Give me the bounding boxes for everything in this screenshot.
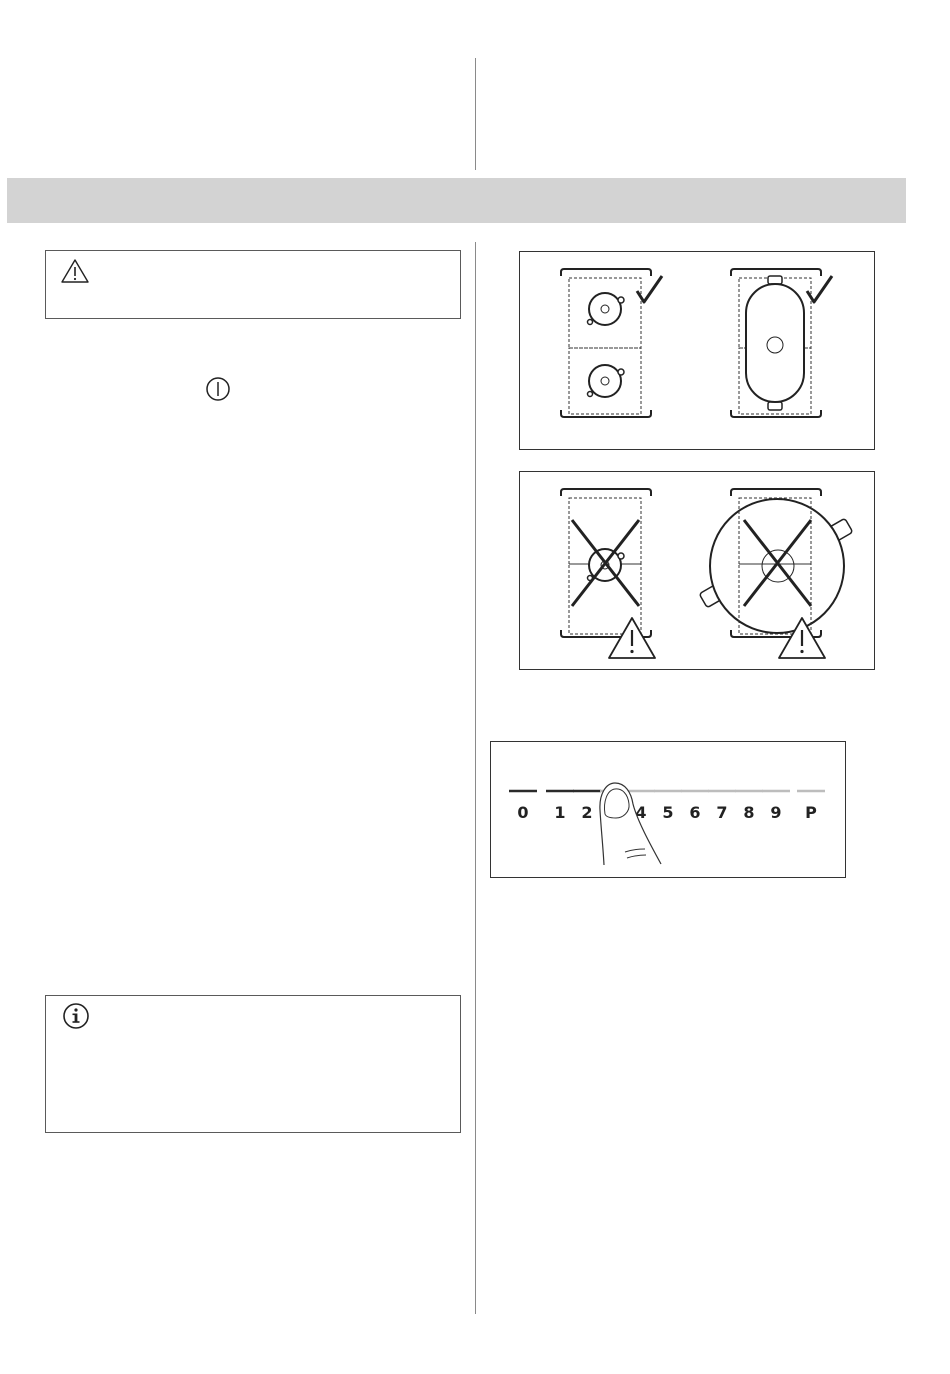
power-level-label: 8 xyxy=(743,803,755,822)
cross-mark-icon xyxy=(572,520,639,606)
power-on-off-icon xyxy=(205,376,231,402)
finger-touching-slider xyxy=(600,783,661,865)
column-divider xyxy=(475,242,476,1314)
power-level-label: 4 xyxy=(635,803,647,822)
power-level-label: 7 xyxy=(716,803,728,822)
info-note-box xyxy=(45,995,461,1133)
warning-triangle-icon xyxy=(60,258,90,284)
small-pot xyxy=(588,293,625,325)
power-level-label: 1 xyxy=(554,803,566,822)
info-icon xyxy=(61,1001,91,1031)
power-level-label: 2 xyxy=(581,803,593,822)
figure-power-slider xyxy=(490,741,846,878)
power-level-label: 9 xyxy=(770,803,782,822)
warning-note-box xyxy=(45,250,461,319)
column-divider-top xyxy=(475,58,476,170)
power-level-label: 6 xyxy=(689,803,701,822)
power-level-label: P xyxy=(805,803,817,822)
section-header-band xyxy=(7,178,906,223)
power-level-label: 0 xyxy=(517,803,529,822)
power-level-label: 5 xyxy=(662,803,674,822)
figure-cookware-correct xyxy=(519,251,875,450)
small-pot xyxy=(588,365,625,397)
oval-roaster xyxy=(746,276,804,410)
figure-cookware-incorrect xyxy=(519,471,875,670)
